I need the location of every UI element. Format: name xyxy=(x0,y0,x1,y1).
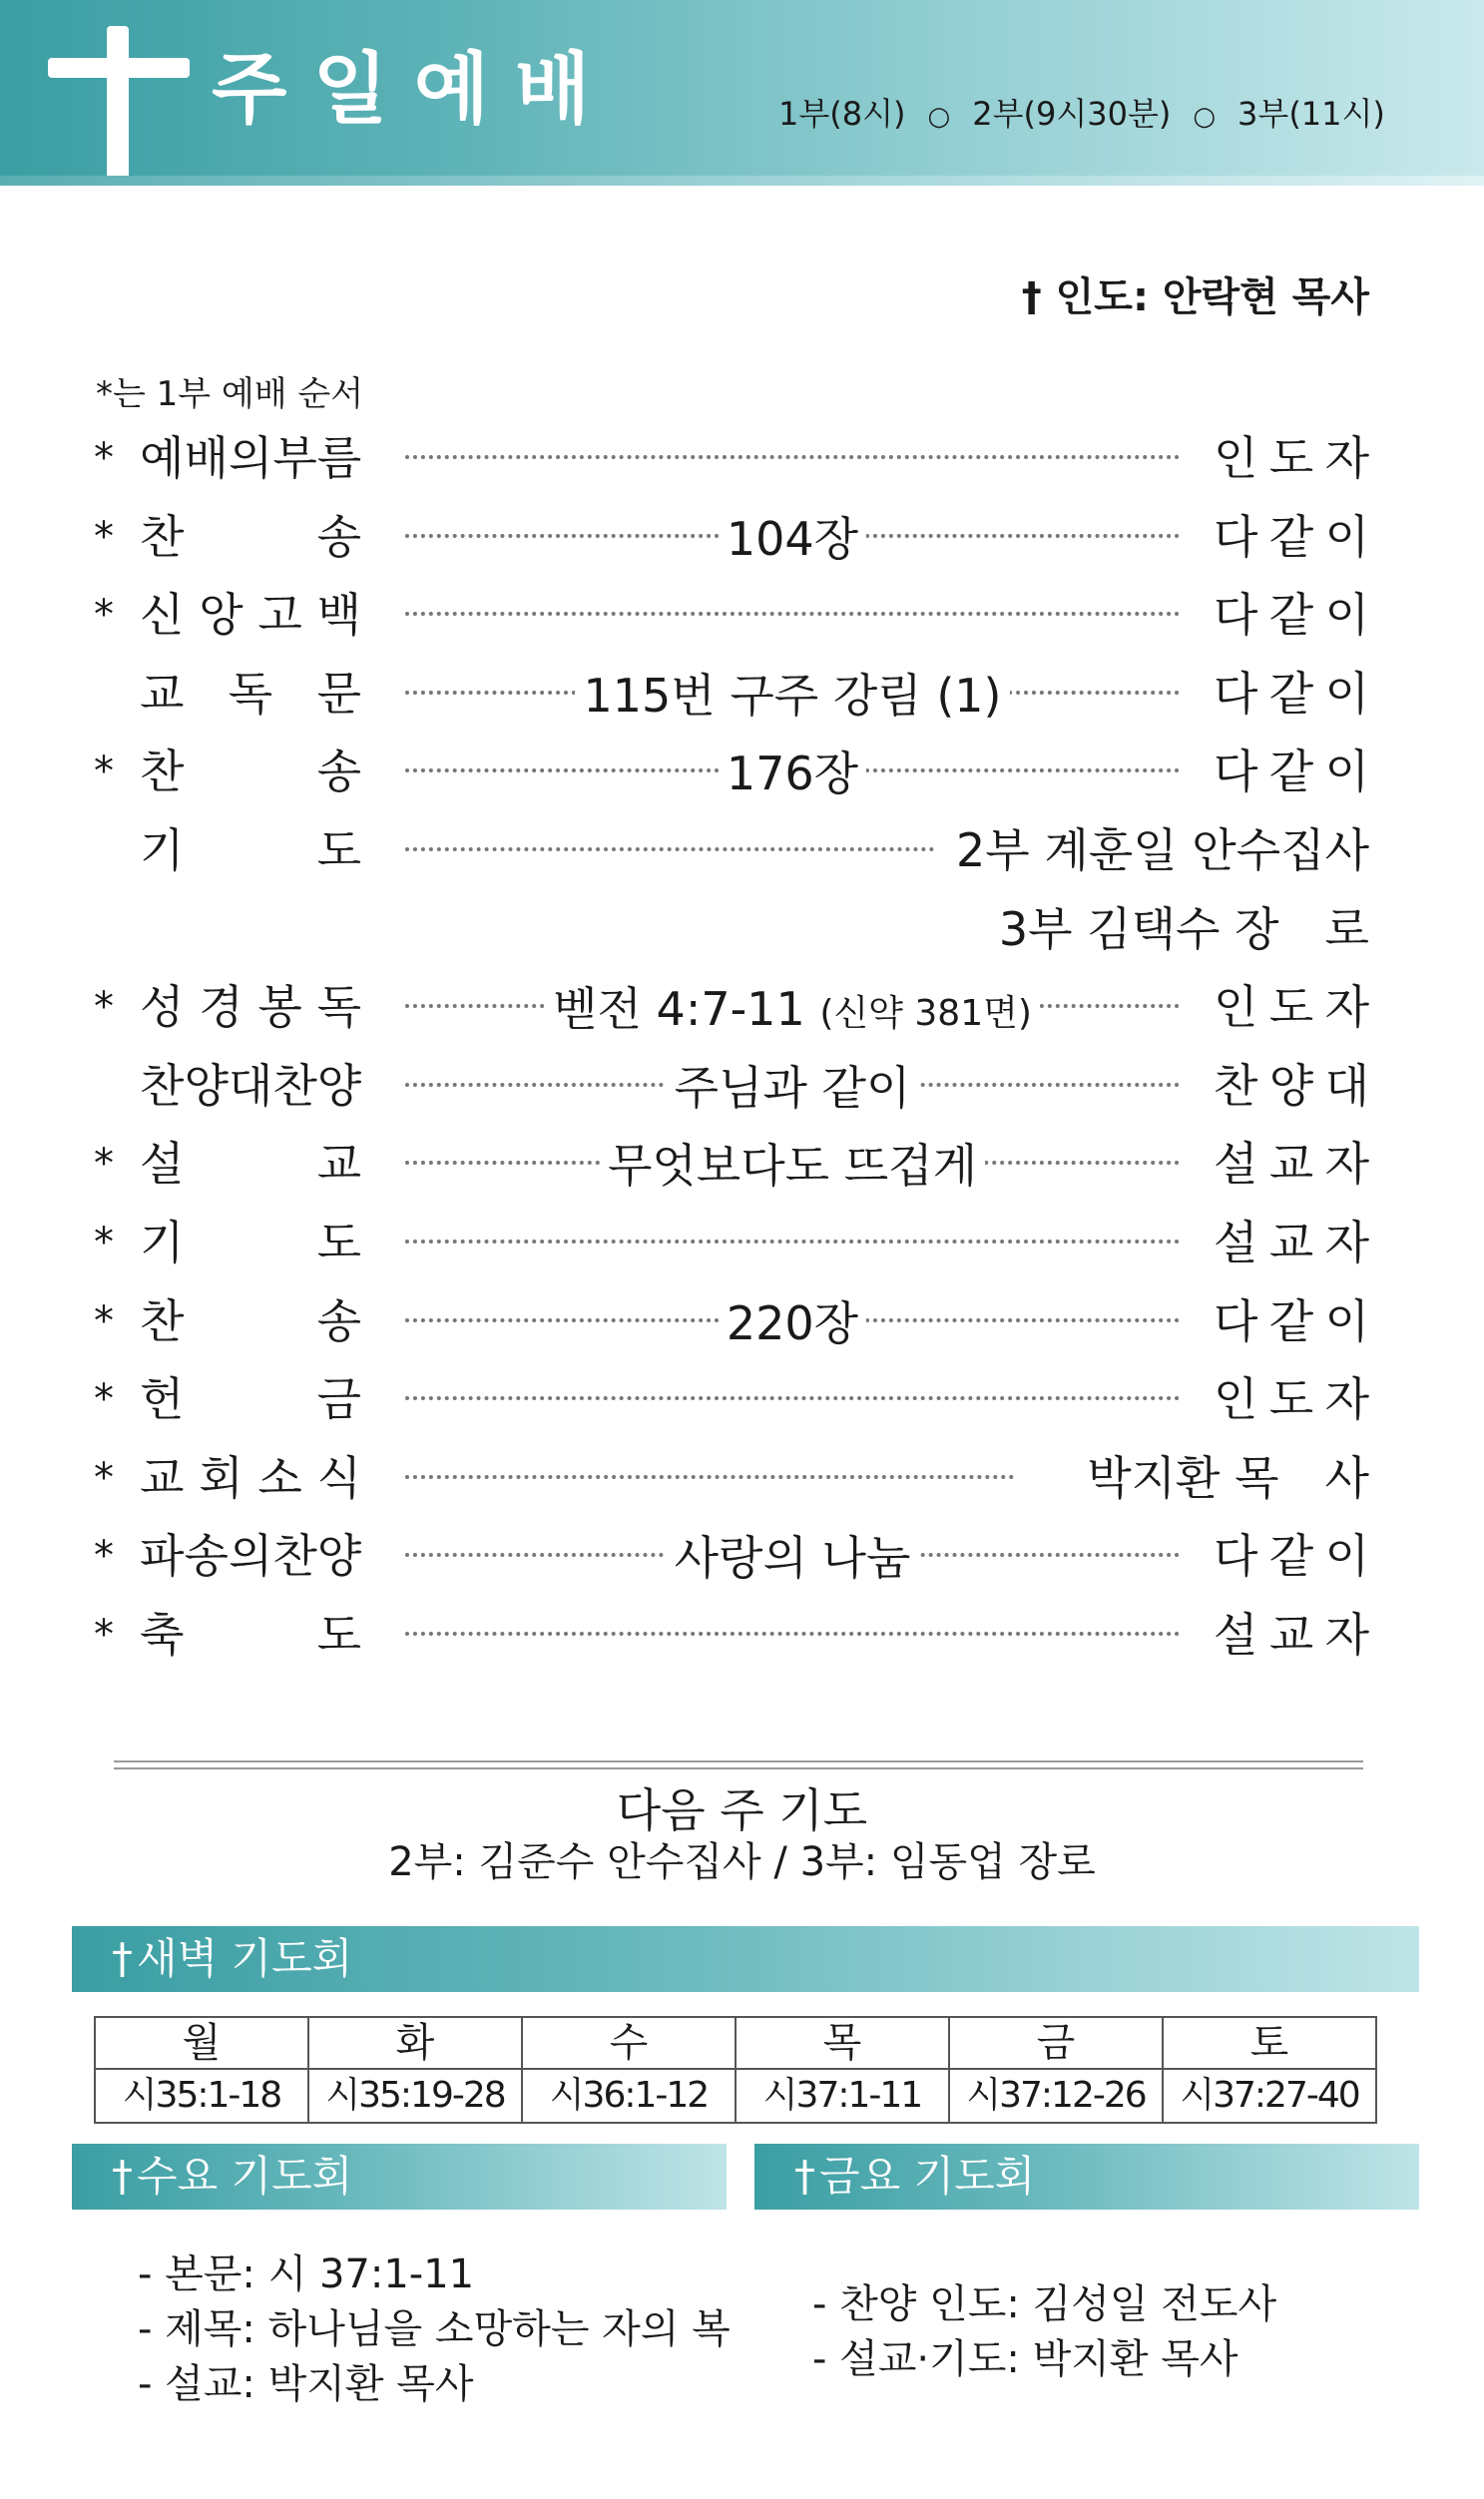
first-service-mark: * xyxy=(94,1298,114,1344)
order-item-note: (신약 381면) xyxy=(819,993,1032,1034)
label-char: 찬 xyxy=(272,1059,317,1113)
order-note: *는 1부 예배 순서 xyxy=(96,374,364,414)
order-row xyxy=(0,815,1484,885)
order-item-text xyxy=(667,1531,919,1585)
label-char: 설 xyxy=(1214,1216,1258,1269)
wednesday-prayer-list xyxy=(138,2248,731,2412)
label-char: 같 xyxy=(1268,1529,1314,1583)
label-char: 인 xyxy=(1214,980,1258,1034)
list-item: - 설교·기도: 박지환 목사 xyxy=(812,2336,1238,2382)
order-item-name xyxy=(140,823,361,877)
label-char: 같 xyxy=(1268,745,1314,798)
section-divider xyxy=(114,1760,1363,1769)
passage-sat: 시37:27-40 xyxy=(1163,2069,1376,2123)
label-char: 이 xyxy=(1324,745,1369,798)
order-item-text xyxy=(719,512,866,566)
page-title: 주일예배 xyxy=(212,45,617,135)
list-item: - 찬양 인도: 김성일 전도사 xyxy=(812,2281,1277,2327)
order-item-content xyxy=(405,508,1180,570)
order-item-role xyxy=(1214,588,1369,642)
order-row xyxy=(0,737,1484,806)
order-row xyxy=(0,1443,1484,1513)
label-char: 대 xyxy=(1324,1059,1369,1113)
first-service-mark: * xyxy=(94,435,114,481)
label-char: 양 xyxy=(1268,1059,1314,1113)
label-char: 자 xyxy=(1324,431,1369,485)
wednesday-prayer-title: 수요 기도회 xyxy=(137,2152,353,2201)
day-wed: 수 xyxy=(522,2017,736,2069)
dot-leader xyxy=(405,1396,1180,1400)
passage-mon: 시35:1-18 xyxy=(95,2069,308,2123)
label-char: 름 xyxy=(316,431,362,485)
label-char: 교 xyxy=(316,1137,361,1191)
label-char: 찬 xyxy=(140,510,185,564)
dagger-icon: † xyxy=(794,2152,815,2201)
label-char: 금 xyxy=(316,1372,361,1426)
list-item: - 본문: 시 37:1-11 xyxy=(138,2251,475,2297)
order-item-main: 무엇보다도 뜨겁게 xyxy=(607,1139,978,1193)
passage-fri: 시37:12-26 xyxy=(949,2069,1163,2123)
order-item-name xyxy=(140,980,361,1034)
order-item-role: 3부 김택수 장 로 xyxy=(987,902,1369,956)
label-char: 인 xyxy=(1214,431,1258,485)
service-times xyxy=(778,92,1385,139)
label-char: 양 xyxy=(316,1059,362,1113)
order-item-main: 115번 구주 강림 (1) xyxy=(583,669,1002,723)
order-item-content xyxy=(405,1135,1180,1197)
order-item-content xyxy=(405,1057,1180,1119)
label-char: 찬 xyxy=(1214,1059,1258,1113)
order-item-main: 벧전 4:7-11 xyxy=(553,982,805,1036)
order-item-name xyxy=(140,1451,361,1505)
label-char: 도 xyxy=(1268,1372,1314,1426)
order-row xyxy=(0,1364,1484,1434)
order-item-role xyxy=(1214,1372,1369,1426)
order-item-main: 220장 xyxy=(726,1296,859,1350)
label-char: 자 xyxy=(1324,980,1369,1034)
label-char: 같 xyxy=(1268,667,1314,721)
label-char: 송 xyxy=(184,1529,229,1583)
label-char: 도 xyxy=(1268,980,1314,1034)
next-week-title: 다음 주 기도 xyxy=(616,1783,868,1837)
label-char: 헌 xyxy=(140,1372,185,1426)
order-item-role xyxy=(1214,1137,1369,1191)
label-char: 설 xyxy=(140,1137,185,1191)
dot-leader xyxy=(405,612,1180,616)
first-service-mark: * xyxy=(94,592,114,638)
dot-leader xyxy=(405,1240,1180,1244)
order-item-name xyxy=(140,1294,361,1348)
label-char: 도 xyxy=(316,1608,361,1662)
order-item-role xyxy=(1214,1608,1369,1662)
label-char: 봉 xyxy=(257,980,302,1034)
passage-thu: 시37:1-11 xyxy=(736,2069,949,2123)
label-char: 신 xyxy=(140,588,185,642)
table-row xyxy=(95,2069,1376,2123)
first-service-mark: * xyxy=(94,1376,114,1422)
label-char: 경 xyxy=(199,980,244,1034)
order-row xyxy=(0,659,1484,729)
label-char: 양 xyxy=(316,1529,362,1583)
label-char: 다 xyxy=(1214,1294,1258,1348)
order-item-content xyxy=(405,743,1180,804)
order-item-name xyxy=(140,1059,361,1113)
separator-icon: ○ xyxy=(1193,102,1217,132)
label-char: 인 xyxy=(1214,1372,1258,1426)
label-char: 도 xyxy=(316,1216,361,1269)
order-item-main: 주님과 같이 xyxy=(674,1061,911,1115)
label-char: 양 xyxy=(184,1059,229,1113)
dot-leader xyxy=(405,1475,1014,1479)
order-item-role xyxy=(1214,667,1369,721)
day-tue: 화 xyxy=(308,2017,522,2069)
order-item-role xyxy=(1214,1294,1369,1348)
label-char: 송 xyxy=(316,1294,361,1348)
label-char: 이 xyxy=(1324,1294,1369,1348)
worship-leader: † 인도: 안락현 목사 xyxy=(1021,274,1369,320)
label-char: 축 xyxy=(140,1608,185,1662)
order-item-role xyxy=(1214,1216,1369,1269)
day-thu: 목 xyxy=(736,2017,949,2069)
label-char: 식 xyxy=(316,1451,361,1505)
friday-prayer-banner xyxy=(754,2144,1419,2210)
order-row xyxy=(0,1051,1484,1121)
day-fri: 금 xyxy=(949,2017,1163,2069)
label-char: 부 xyxy=(272,431,317,485)
label-char: 도 xyxy=(316,823,361,877)
label-char: 교 xyxy=(1268,1608,1314,1662)
dot-leader xyxy=(405,847,934,851)
label-char: 찬 xyxy=(140,1294,185,1348)
service-time-1: 1부(8시) xyxy=(778,95,906,133)
label-char: 이 xyxy=(1324,1529,1369,1583)
wednesday-prayer-banner xyxy=(72,2144,727,2210)
order-row xyxy=(0,423,1484,493)
order-row xyxy=(0,1129,1484,1199)
order-item-content xyxy=(405,665,1180,727)
first-service-mark: * xyxy=(94,1141,114,1187)
label-char: 송 xyxy=(316,745,361,798)
next-week-prayers: 2부: 김준수 안수집사 / 3부: 임동업 장로 xyxy=(388,1839,1096,1885)
label-char: 소 xyxy=(257,1451,302,1505)
label-char: 찬 xyxy=(140,1059,185,1113)
order-item-text xyxy=(600,1139,985,1193)
first-service-mark: * xyxy=(94,1533,114,1579)
label-char: 이 xyxy=(1324,588,1369,642)
dawn-prayer-banner xyxy=(72,1926,1419,1992)
passage-wed: 시36:1-12 xyxy=(522,2069,736,2123)
separator-icon: ○ xyxy=(927,102,951,132)
order-item-role xyxy=(1214,1529,1369,1583)
label-char: 앙 xyxy=(199,588,244,642)
label-char: 교 xyxy=(140,667,185,721)
label-char: 같 xyxy=(1268,588,1314,642)
list-item: - 설교: 박지환 목사 xyxy=(138,2361,474,2407)
order-item-main: 104장 xyxy=(726,512,859,566)
order-item-role xyxy=(1214,1059,1369,1113)
order-item-name xyxy=(140,431,361,485)
day-sat: 토 xyxy=(1163,2017,1376,2069)
label-char: 기 xyxy=(140,823,185,877)
order-row xyxy=(0,1208,1484,1277)
table-header-row xyxy=(95,2017,1376,2069)
order-row xyxy=(0,580,1484,650)
dagger-icon: † xyxy=(112,2152,133,2201)
service-time-2: 2부(9시30분) xyxy=(972,95,1172,133)
dagger-icon: † xyxy=(112,1934,133,1983)
label-char: 찬 xyxy=(140,745,185,798)
dot-leader xyxy=(405,1632,1180,1636)
day-mon: 월 xyxy=(95,2017,308,2069)
first-service-mark: * xyxy=(94,1612,114,1658)
order-row xyxy=(0,1286,1484,1356)
order-row xyxy=(0,894,1484,964)
order-item-name xyxy=(140,510,361,564)
order-row xyxy=(0,502,1484,572)
order-row xyxy=(0,972,1484,1042)
list-item: - 제목: 하나님을 소망하는 자의 복 xyxy=(138,2306,731,2352)
first-service-mark: * xyxy=(94,984,114,1030)
order-row xyxy=(0,1521,1484,1591)
label-char: 송 xyxy=(316,510,361,564)
label-char: 다 xyxy=(1214,1529,1258,1583)
dawn-prayer-table xyxy=(94,2016,1377,2124)
order-item-main: 사랑의 나눔 xyxy=(674,1531,911,1585)
label-char: 도 xyxy=(1268,431,1314,485)
label-char: 이 xyxy=(1324,667,1369,721)
order-item-name xyxy=(140,1137,361,1191)
label-char: 문 xyxy=(316,667,361,721)
order-item-main: 176장 xyxy=(726,747,859,800)
label-char: 의 xyxy=(228,1529,273,1583)
order-item-name xyxy=(140,1608,361,1662)
passage-tue: 시35:19-28 xyxy=(308,2069,522,2123)
friday-prayer-list xyxy=(812,2277,1276,2387)
label-char: 같 xyxy=(1268,510,1314,564)
label-char: 자 xyxy=(1324,1608,1369,1662)
label-char: 다 xyxy=(1214,510,1258,564)
label-char: 대 xyxy=(228,1059,273,1113)
order-item-content xyxy=(405,1292,1180,1354)
order-item-text xyxy=(667,1061,919,1115)
label-char: 성 xyxy=(140,980,185,1034)
order-item-role xyxy=(1214,980,1369,1034)
friday-prayer-title: 금요 기도회 xyxy=(819,2152,1036,2201)
order-item-content xyxy=(405,978,1180,1045)
order-item-text xyxy=(719,747,866,800)
first-service-mark: * xyxy=(94,1455,114,1501)
label-char: 이 xyxy=(1324,510,1369,564)
order-item-name xyxy=(140,1529,361,1583)
label-char: 독 xyxy=(228,667,273,721)
service-time-3: 3부(11시) xyxy=(1237,95,1385,133)
label-char: 교 xyxy=(140,1451,185,1505)
label-char: 설 xyxy=(1214,1137,1258,1191)
label-char: 다 xyxy=(1214,588,1258,642)
cross-icon xyxy=(107,26,129,186)
label-char: 설 xyxy=(1214,1608,1258,1662)
order-item-name xyxy=(140,1216,361,1269)
order-item-role xyxy=(1214,431,1369,485)
label-char: 다 xyxy=(1214,667,1258,721)
order-item-content xyxy=(405,1527,1180,1589)
order-item-role: 2부 계훈일 안수집사 xyxy=(944,823,1369,877)
label-char: 고 xyxy=(257,588,302,642)
order-item-role: 박지환 목 사 xyxy=(1075,1451,1369,1505)
label-char: 회 xyxy=(199,1451,244,1505)
label-char: 같 xyxy=(1268,1294,1314,1348)
dot-leader xyxy=(405,455,1180,459)
order-item-role xyxy=(1214,510,1369,564)
header-banner xyxy=(0,0,1484,176)
label-char: 백 xyxy=(316,588,361,642)
label-char: 의 xyxy=(228,431,273,485)
order-item-text xyxy=(545,982,1040,1036)
label-char: 독 xyxy=(316,980,361,1034)
label-char: 기 xyxy=(140,1216,185,1269)
label-char: 자 xyxy=(1324,1372,1369,1426)
label-char: 찬 xyxy=(272,1529,317,1583)
order-item-role xyxy=(1214,745,1369,798)
header-underline xyxy=(0,176,1484,186)
order-item-name xyxy=(140,667,361,721)
first-service-mark: * xyxy=(94,749,114,794)
order-item-name xyxy=(140,1372,361,1426)
order-item-name xyxy=(140,745,361,798)
label-char: 파 xyxy=(140,1529,185,1583)
label-char: 배 xyxy=(184,431,229,485)
label-char: 예 xyxy=(140,431,185,485)
label-char: 다 xyxy=(1214,745,1258,798)
dawn-prayer-title: 새벽 기도회 xyxy=(137,1934,353,1983)
order-row xyxy=(0,1600,1484,1670)
order-item-name xyxy=(140,588,361,642)
first-service-mark: * xyxy=(94,514,114,560)
order-item-text xyxy=(719,1296,866,1350)
label-char: 자 xyxy=(1324,1216,1369,1269)
label-char: 자 xyxy=(1324,1137,1369,1191)
order-item-text xyxy=(575,669,1009,723)
cross-icon-bar xyxy=(48,58,190,78)
label-char: 교 xyxy=(1268,1216,1314,1269)
first-service-mark: * xyxy=(94,1220,114,1265)
label-char: 교 xyxy=(1268,1137,1314,1191)
